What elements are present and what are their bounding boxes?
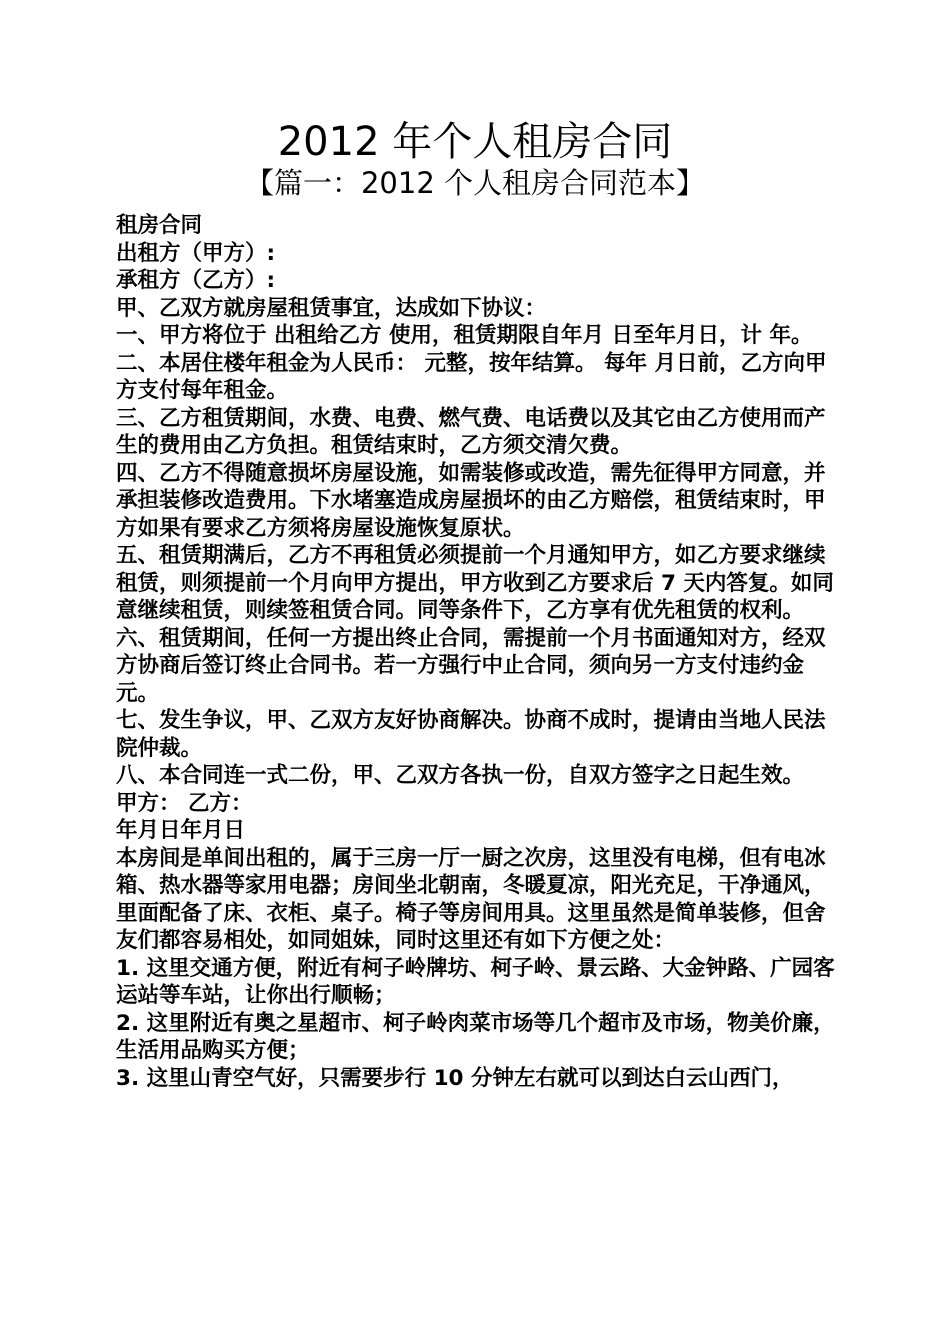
paragraph: 2. 这里附近有奥之星超市、柯子岭肉菜市场等几个超市及市场，物美价廉，生活用品购买方便； — [116, 1010, 835, 1063]
paragraph: 甲、乙双方就房屋租赁事宜，达成如下协议： — [116, 295, 547, 321]
paragraph: 出租方（甲方）: — [116, 240, 276, 266]
paragraph: 承租方（乙方）: — [116, 268, 276, 293]
document-subtitle: 【篇一：2012 个人租房合同范本】 — [244, 166, 706, 200]
paragraph: 一、甲方将位于 出租给乙方 使用，租赁期限自年月 日至年月日，计 年。 — [116, 323, 813, 348]
document-body — [116, 212, 846, 1092]
paragraph: 1. 这里交通方便，附近有柯子岭牌坊、柯子岭、景云路、大金钟路、广园客运站等车站，让你出行顺畅； — [116, 955, 835, 1008]
paragraph: 五、租赁期满后，乙方不再租赁必须提前一个月通知甲方，如乙方要求继续租赁，则须提前一个月向甲方提出，甲方收到乙方要求后 7 天内答复。如同意继续租赁，则续签租赁合同。同等条件下，乙方享有优先租赁的权利。 — [116, 543, 834, 623]
document-title: 2012 年个人租房合同 — [277, 119, 673, 165]
paragraph: 六、租赁期间，任何一方提出终止合同，需提前一个月书面通知对方，经双方协商后签订终止合同书。若一方强行中止合同，须向另一方支付违约金 元。 — [116, 625, 826, 706]
paragraph: 三、乙方租赁期间，水费、电费、燃气费、电话费以及其它由乙方使用而产生的费用由乙方负担。租赁结束时，乙方须交清欠费。 — [116, 405, 826, 458]
paragraph: 本房间是单间出租的，属于三房一厅一厨之次房，这里没有电梯，但有电冰箱、热水器等家用电器；房间坐北朝南，冬暖夏凉，阳光充足，干净通风，里面配备了床、衣柜、桌子。椅子等房间用具。这里虽然是简单装修，但舍友们都容易相处，如同姐妹，同时这里还有如下方便之处： — [116, 845, 826, 953]
paragraph: 年月日年月日 — [116, 818, 246, 843]
paragraph: 甲方： 乙方： — [116, 790, 253, 816]
paragraph: 七、发生争议，甲、乙双方友好协商解决。协商不成时，提请由当地人民法院仲裁。 — [116, 708, 826, 761]
paragraph: 3. 这里山青空气好，只需要步行 10 分钟左右就可以到达白云山西门， — [116, 1065, 794, 1091]
paragraph: 租房合同 — [116, 213, 203, 238]
paragraph: 八、本合同连一式二份，甲、乙双方各执一份，自双方签字之日起生效。 — [116, 763, 805, 788]
paragraph: 二、本居住楼年租金为人民币： 元整，按年结算。 每年 月日前，乙方向甲方支付每年租金。 — [116, 350, 827, 403]
paragraph: 四、乙方不得随意损坏房屋设施，如需装修或改造，需先征得甲方同意，并承担装修改造费用。下水堵塞造成房屋损坏的由乙方赔偿，租赁结束时，甲方如果有要求乙方须将房屋设施恢复原状。 — [116, 460, 826, 541]
